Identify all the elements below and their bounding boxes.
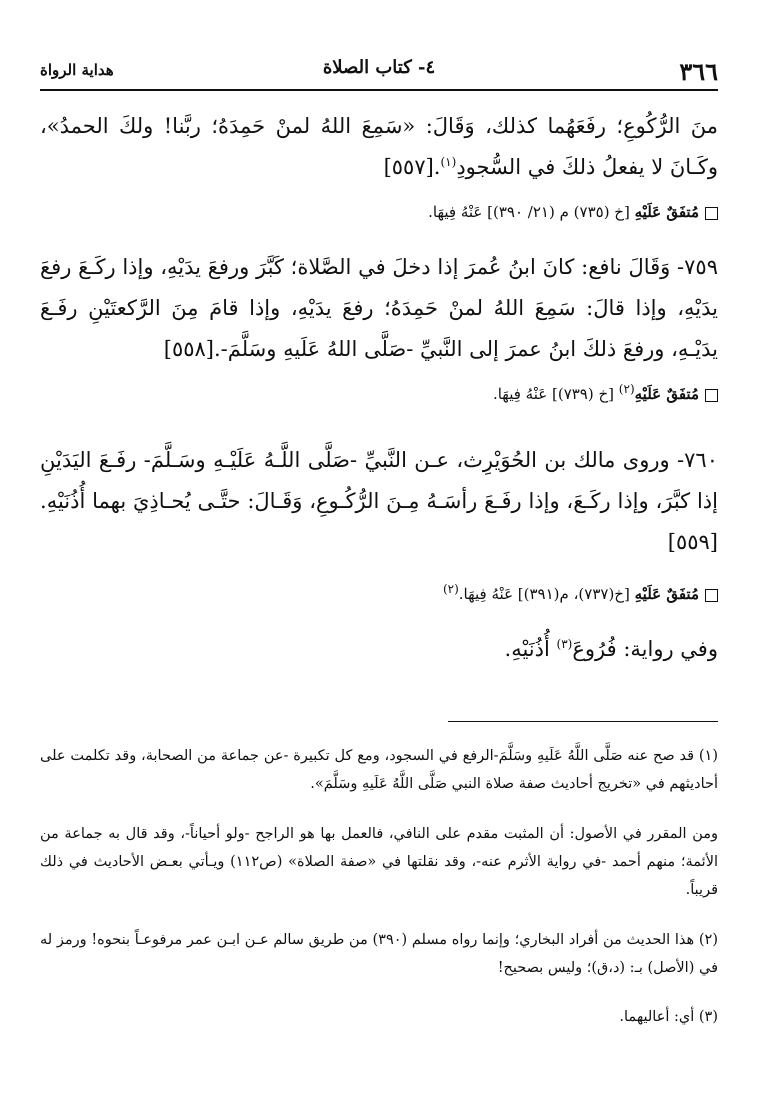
narration-variant [40, 629, 718, 670]
hadith-paragraph [40, 247, 718, 370]
footnote: ومن المقرر في الأصول: أن المثبت مقدم على النافي، فالعمل بها هو الراجح -ولو أحياناً-، وقد قال به جماعة من الأئمة؛ منهم أحمد -في رواية الأثرم عنه-، وقد نقلتها في «صفة الصلاة» (ص١١٢) ويـأتي بعـض الأحاديث في ذلك قريباً. [40, 826, 719, 898]
footnote-marker: (٢) [618, 382, 635, 396]
chapter-title: ٤- كتاب الصلاة [322, 57, 436, 78]
footnote-marker: (١) [440, 155, 457, 169]
hadith-source [40, 200, 718, 224]
variant-suffix: أُذُنَيْهِ. [504, 637, 550, 661]
hadith-ref: .[٥٥٨] [163, 337, 221, 361]
hadith-text: ٧٥٩- وَقَالَ نافع: كانَ ابنُ عُمرَ إذا دخلَ في الصَّلاة؛ كَبَّرَ ورفعَ يدَيْهِ، وإذا ركَـعَ رفعَ يدَيْهِ، وإذا قالَ: سَمِعَ اللهُ لمنْ حَمِدَهُ؛ رفعَ يدَيْهِ، وإذا قامَ مِنَ الرَّكعتَيْنِ رفَـعَ يدَيْـهِ، ورفعَ ذلكَ ابنُ عمرَ إلى النَّبيِّ -صَلَّى اللهُ عَلَيهِ وسَلَّمَ- [40, 255, 718, 361]
page-number: ٣٦٦ [679, 57, 718, 86]
header-divider [40, 89, 718, 91]
source-text: [خ (٧٣٥) م (٢١/ ٣٩٠)] عَنْهُ فِيهَا. [428, 203, 630, 221]
hadith-paragraph [40, 440, 718, 563]
footnote: (٢) هذا الحديث من أفراد البخاري؛ وإنما رواه مسلم (٣٩٠) من طريق سالم عـن ابـن عمر مرفوعـاً بنحوه! ورمز له في (الأصل) بـ: (د،ق)؛ وليس بصحيح! [40, 932, 718, 976]
source-text: [خ (٧٣٩)] عَنْهُ فِيهَا. [492, 385, 615, 403]
variant-prefix: وفي رواية: فُرُوعَ [572, 637, 718, 661]
footnote: (٣) أي: أعاليهما. [619, 1009, 718, 1025]
hadith-source [40, 582, 718, 606]
footnote: (١) قد صح عنه صَلَّى اللَّهُ عَلَيهِ وسَلَّمَ-الرفع في السجود، ومع كل تكبيرة -عن جماعة من الصحابة، وقد تكلمت على أحاديثهم في «تخريج أحاديث صفة صلاة النبي صَلَّى اللَّهُ عَلَيهِ وسَلَّمَ». [40, 748, 718, 792]
hadith-text: ٧٦٠- وروى مالك بن الحُوَيْرِث، عـن النَّبيِّ -صَلَّى اللَّـهُ عَلَيْـهِ وسَـلَّمَ- رفَـعَ اليَدَيْنِ إذا كبَّرَ، وإذا ركَـعَ، وإذا رفَـعَ رأسَـهُ مِـنَ الرُّكُـوعِ، وَقَـالَ: حتَّـى يُحـاذِيَ بهما أُذُنَيْهِ [40, 448, 718, 513]
square-bullet-icon [705, 207, 718, 220]
page-header [40, 55, 718, 85]
hadith-text: منَ الرُّكُوعِ؛ رفَعَهُما كذلك، وَقَالَ: «سَمِعَ اللهُ لمنْ حَمِدَهُ؛ ربَّنا! ولكَ الحمدُ»، وكَـانَ لا يفعلُ ذلكَ في السُّجودِ [40, 114, 718, 179]
source-label: مُتفَقٌ عَلَيْهِ [634, 385, 699, 403]
source-label: مُتفَقٌ عَلَيْهِ [634, 585, 699, 603]
hadith-ref: .[٥٥٩] [40, 489, 718, 554]
square-bullet-icon [705, 389, 718, 402]
footnote-divider [448, 721, 718, 722]
hadith-source [40, 382, 718, 406]
hadith-paragraph [40, 106, 718, 188]
square-bullet-icon [705, 589, 718, 602]
source-text: [خ(٧٣٧)، م(٣٩١)] عَنْهُ فِيهَا. [458, 585, 630, 603]
book-title: هداية الرواة [40, 61, 114, 79]
source-label: مُتفَقٌ عَلَيْهِ [634, 203, 699, 221]
hadith-ref: .[٥٥٧] [383, 155, 441, 179]
footnote-marker: (٢) [442, 582, 459, 596]
footnote-marker: (٣) [556, 637, 573, 651]
